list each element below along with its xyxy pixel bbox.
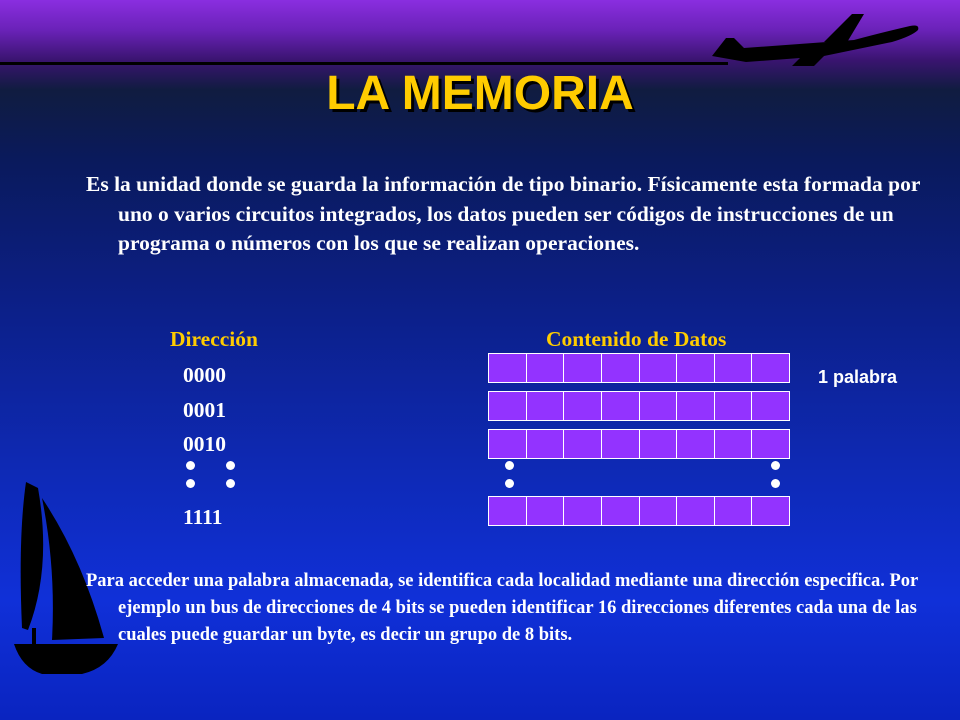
address-label: 1111 [183, 505, 223, 529]
memory-word-row [488, 391, 790, 421]
bit-cell [640, 354, 678, 382]
bit-cell [564, 354, 602, 382]
bit-cell [564, 392, 602, 420]
bit-cell [752, 430, 789, 458]
bit-cell [489, 392, 527, 420]
bit-cell [527, 497, 565, 525]
ellipsis-dot [226, 479, 235, 488]
bit-cell [489, 354, 527, 382]
bit-cell [715, 354, 753, 382]
bit-cell [602, 497, 640, 525]
intro-paragraph: Es la unidad donde se guarda la información de tipo binario. Físicamente esta formada por uno o varios circuitos integrados, los datos pueden ser códigos de instrucciones de un programa o números con los que se realizan operaciones. [86, 172, 920, 255]
bit-cell [715, 497, 753, 525]
bit-cell [677, 392, 715, 420]
ellipsis-dot [771, 479, 780, 488]
ellipsis-dot [505, 479, 514, 488]
address-label: 0010 [183, 432, 226, 456]
bit-cell [640, 430, 678, 458]
title-rule [0, 62, 728, 65]
word-label: 1 palabra [818, 367, 898, 387]
bit-cell [752, 392, 789, 420]
bit-cell [527, 354, 565, 382]
page-title: LA MEMORIA [326, 67, 634, 120]
bit-cell [640, 392, 678, 420]
data-header: Contenido de Datos [546, 327, 727, 351]
bit-cell [715, 392, 753, 420]
bit-cell [715, 430, 753, 458]
memory-word-row [488, 429, 790, 459]
bit-cell [527, 430, 565, 458]
address-label: 0001 [183, 398, 226, 422]
bit-cell [602, 430, 640, 458]
bit-cell [752, 497, 789, 525]
bit-cell [602, 392, 640, 420]
bit-cell [527, 392, 565, 420]
bit-cell [677, 354, 715, 382]
address-label: 0000 [183, 363, 226, 387]
bit-cell [677, 497, 715, 525]
bit-cell [489, 430, 527, 458]
memory-word-row [488, 353, 790, 383]
ellipsis-dot [505, 461, 514, 470]
bit-cell [602, 354, 640, 382]
ellipsis-dot [186, 461, 195, 470]
bit-cell [489, 497, 527, 525]
airplane-icon [704, 8, 924, 68]
address-header: Dirección [170, 327, 258, 351]
bit-cell [640, 497, 678, 525]
bit-cell [677, 430, 715, 458]
ellipsis-dot [771, 461, 780, 470]
memory-word-row [488, 496, 790, 526]
ellipsis-dot [226, 461, 235, 470]
explanation-paragraph: Para acceder una palabra almacenada, se identifica cada localidad mediante una dirección especifica. Por ejemplo un bus de direcciones de 4 bits se pueden identificar 16 direcciones diferentes cada una de las cuales puede guardar un byte, es decir un grupo de 8 bits. [86, 571, 918, 645]
bit-cell [564, 430, 602, 458]
ellipsis-dot [186, 479, 195, 488]
bit-cell [752, 354, 789, 382]
bit-cell [564, 497, 602, 525]
